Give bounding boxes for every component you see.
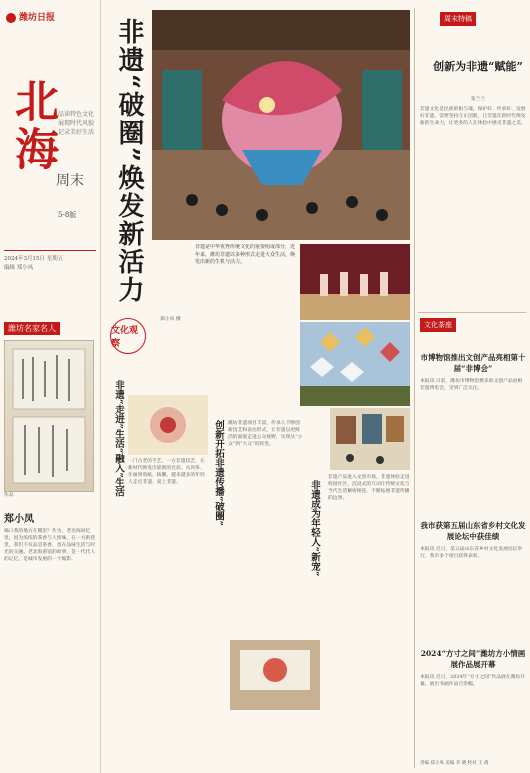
main-body-3: 非遗产品进入文创市场，非遗体验走进校园社区，沉浸式的互动让传统文化与当代生活紧密相连，不断拓展非遗传播的边界。 xyxy=(328,475,410,501)
gallery-photo xyxy=(330,408,410,470)
kite-photo xyxy=(300,322,410,406)
page-footer: 责编 郑小凤 美编 李 晓 校对 王 倩 xyxy=(420,761,489,766)
sub-headline-1: 非遗“走进”生活“融入”生活 xyxy=(113,380,124,497)
main-lead: 非遗是中华优秀传统文化的重要组成部分，近年来，潍坊非遗以多种形式走进大众生活，焕发出新的生机与活力。 xyxy=(195,244,295,265)
performance-scene xyxy=(300,244,410,320)
editor-line: 编辑 郑小凤 xyxy=(4,265,34,271)
embroidery-photo xyxy=(128,395,208,455)
performance-photo xyxy=(300,244,410,320)
feature-headline: 创新为非遗“赋能” xyxy=(433,60,523,73)
section-tag-left: 潍坊名家名人 xyxy=(4,322,60,335)
hero-photo xyxy=(152,10,410,240)
main-body-2: 潍坊非遗项目丰富，传承人不断创新技艺和表达形式，让非遗以更鲜活的面貌走进公众视野，实现从“小众”到“大众”的转变。 xyxy=(228,421,303,447)
feature-divider xyxy=(418,312,526,313)
sub-headline-3: 非遗成为年轻人“新宠” xyxy=(309,480,320,577)
logo-icon xyxy=(6,13,16,23)
left-author: 郑小凤 xyxy=(4,514,34,525)
news-body-3: 本报讯 近日，2024年“方寸之间”作品展在潍坊开幕，展出书画作品百余幅。 xyxy=(420,675,525,687)
craft-photo xyxy=(230,640,320,710)
main-headline: 非遗“破圈”焕发新活力 xyxy=(114,18,144,304)
masthead-subtitle: 周末 xyxy=(56,173,84,189)
craft-scene xyxy=(230,640,320,710)
left-body: 喝口茶的地方在哪里？作为，老北海回忆里，因为浓浓的茶香与人情味，在一方街巷里，我们不仅品尝茶香，也在品味生活与时光的交融。老北海茶馆的故事，是一代代人的记忆，是城市发展的一个缩影。 xyxy=(4,529,96,562)
kite-scene xyxy=(300,322,410,406)
column-divider xyxy=(414,8,415,768)
news-body-1: 本报讯 日前，潍坊市博物馆携多款文创产品亮相非遗博览会，受到广泛关注。 xyxy=(420,379,523,391)
culture-seal: 文化观察 xyxy=(110,318,146,354)
calligraphy-art xyxy=(5,341,93,491)
news-headline-3: 2024“方寸之间”潍坊方小情画展作品展开幕 xyxy=(420,649,526,669)
section-tag-tea: 文化茶座 xyxy=(420,318,456,332)
left-photo-caption: 作品 xyxy=(4,493,14,498)
issue-date: 2024年3月15日 星期五 xyxy=(4,256,64,262)
masthead xyxy=(0,0,101,773)
embroidery-art xyxy=(128,395,208,455)
feature-body: 非遗文化是民族的根与魂。保护好、传承好、发展好非遗，需要坚持守正创新，让非遗在新时代焕发新的生命力，让更多的人在体验中感受非遗之美。 xyxy=(420,107,526,126)
masthead-meta xyxy=(4,250,96,273)
masthead-title: 北海 xyxy=(7,78,58,174)
gallery-scene xyxy=(330,408,410,470)
feature-author: 张兰兰 xyxy=(470,97,486,102)
sub-headline-2: 创新开拓非遗传播“破圈” xyxy=(213,420,224,526)
photo-credit: 郑小凤 摄 xyxy=(160,317,181,322)
news-body-2: 本报讯 近日，第五届山东省乡村文化发展论坛举行，我市多个项目获得表彰。 xyxy=(420,547,523,559)
main-body-1: 一门古老的手艺，一方非遗技艺，在新时代焕发出崭新的光彩。从风筝、年画到剪纸、核雕，越来越多的年轻人走近非遗、爱上非遗。 xyxy=(128,459,205,485)
section-tag-feature: 周末特稿 xyxy=(440,12,476,26)
edition-label: 5-8版 xyxy=(58,211,77,219)
news-headline-1: 市博物馆推出文创产品亮相第十届“非博会” xyxy=(420,353,526,373)
newspaper-logo xyxy=(6,10,55,23)
news-headline-2: 我市获第五届山东省乡村文化发展论坛中获佳绩 xyxy=(420,521,526,541)
calligraphy-photo xyxy=(4,340,94,492)
hero-scene xyxy=(152,10,410,240)
logo-text: 潍坊日报 xyxy=(19,13,56,23)
masthead-slogan: 品读特色文化 展现时代风貌 记录美好生活 xyxy=(58,111,95,136)
